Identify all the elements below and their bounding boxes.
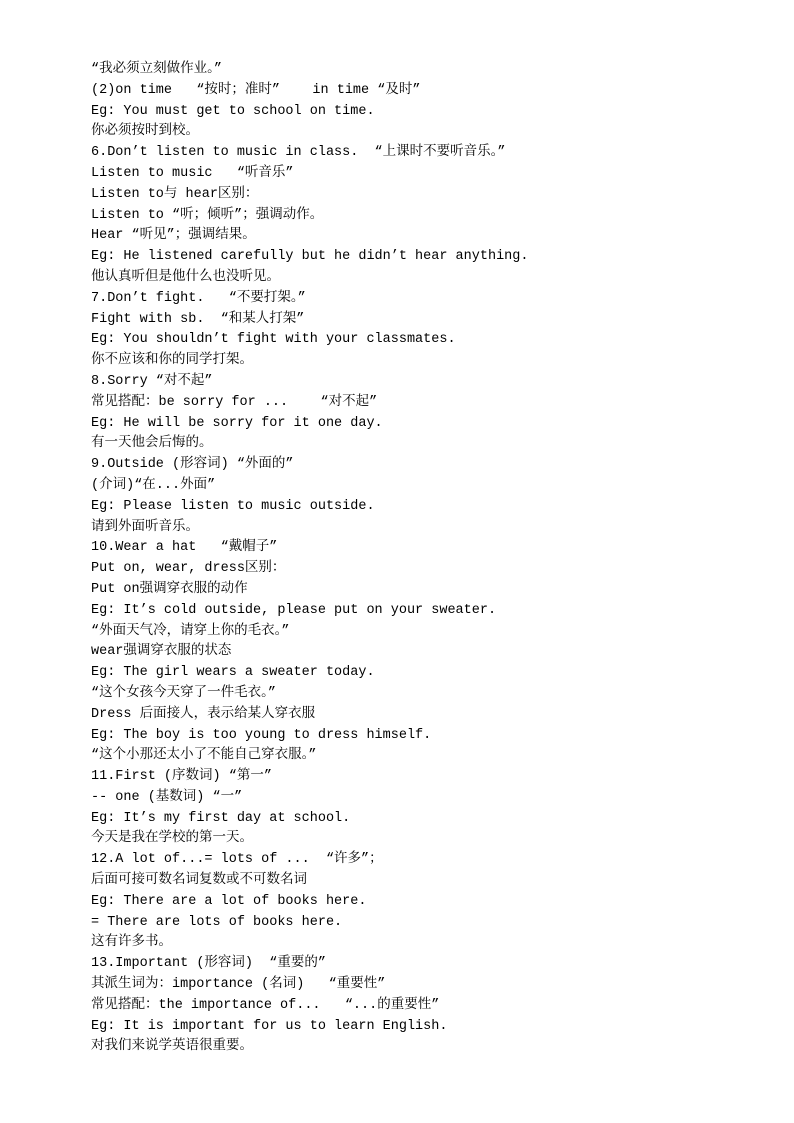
text-line: Eg: It’s cold outside, please put on your sweater.	[91, 602, 497, 618]
text-line: Put on强调穿衣服的动作	[91, 581, 248, 597]
text-line: 其派生词为：importance (名词) “重要性”	[91, 977, 386, 993]
text-line: (介词)“在...外面”	[91, 477, 216, 493]
text-line: 6.Don’t listen to music in class. “上课时不要听音乐。”	[91, 145, 506, 161]
text-line: -- one (基数词) “一”	[91, 789, 243, 805]
text-line: 后面可接可数名词复数或不可数名词	[91, 873, 307, 889]
text-line: 有一天他会后悔的。	[91, 436, 213, 452]
text-line: 他认真听但是他什么也没听见。	[91, 269, 280, 285]
text-line: Eg: The girl wears a sweater today.	[91, 665, 375, 681]
document-page	[91, 60, 771, 1058]
text-line: Eg: You shouldn’t fight with your classmates.	[91, 332, 456, 348]
text-line: 8.Sorry “对不起”	[91, 373, 213, 389]
text-line: 11.First (序数词) “第一”	[91, 769, 272, 785]
text-line: 你必须按时到校。	[91, 124, 199, 140]
text-line: Eg: The boy is too young to dress himself.	[91, 727, 432, 743]
text-line: Put on, wear, dress区别：	[91, 561, 286, 577]
text-line: 7.Don’t fight. “不要打架。”	[91, 290, 306, 306]
text-line: 13.Important (形容词) “重要的”	[91, 956, 326, 972]
text-line: 你不应该和你的同学打架。	[91, 353, 253, 369]
text-line: 请到外面听音乐。	[91, 519, 199, 535]
text-line: (2)on time “按时；准时” in time “及时”	[91, 82, 421, 98]
text-line: Listen to “听；倾听”；强调动作。	[91, 207, 324, 223]
text-line: 今天是我在学校的第一天。	[91, 831, 253, 847]
text-line: 12.A lot of...= lots of ... “许多”；	[91, 852, 383, 868]
text-line: Eg: You must get to school on time.	[91, 103, 375, 119]
text-line: “这个女孩今天穿了一件毛衣。”	[91, 685, 276, 701]
text-line: Hear “听见”；强调结果。	[91, 228, 256, 244]
text-line: “我必须立刻做作业。”	[91, 62, 222, 77]
text-line: Eg: Please listen to music outside.	[91, 498, 375, 514]
text-line: 9.Outside (形容词) “外面的”	[91, 457, 294, 473]
text-line: Dress 后面接人，表示给某人穿衣服	[91, 706, 316, 722]
text-line: 10.Wear a hat “戴帽子”	[91, 540, 278, 556]
text-line: Eg: There are a lot of books here.	[91, 893, 367, 909]
text-line: Fight with sb. “和某人打架”	[91, 311, 305, 327]
text-line: wear强调穿衣服的状态	[91, 644, 232, 660]
text-line: = There are lots of books here.	[91, 914, 343, 930]
text-line: 对我们来说学英语很重要。	[91, 1039, 253, 1055]
text-line: 常见搭配：the importance of... “...的重要性”	[91, 997, 440, 1013]
text-line: Listen to与 hear区别：	[91, 186, 259, 202]
text-line: 这有许多书。	[91, 935, 172, 951]
text-line: Listen to music “听音乐”	[91, 165, 294, 181]
text-line: Eg: He listened carefully but he didn’t hear anything.	[91, 249, 529, 265]
text-line: “这个小那还太小了不能自己穿衣服。”	[91, 748, 317, 764]
text-line: Eg: It’s my first day at school.	[91, 810, 351, 826]
text-line: Eg: It is important for us to learn English.	[91, 1018, 448, 1034]
text-line: “外面天气冷，请穿上你的毛衣。”	[91, 623, 290, 639]
text-line: Eg: He will be sorry for it one day.	[91, 415, 383, 431]
text-line: 常见搭配：be sorry for ... “对不起”	[91, 394, 378, 410]
